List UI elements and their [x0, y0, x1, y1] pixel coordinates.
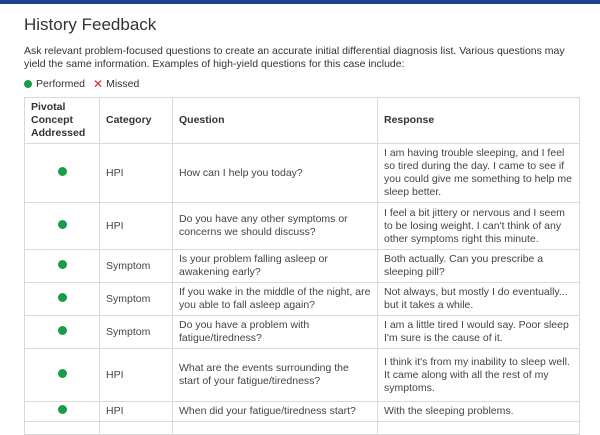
header-response: Response: [378, 98, 580, 144]
category-cell: [100, 422, 173, 435]
response-cell: I am a little tired I would say. Poor sleep I'm sure is the cause of it.: [378, 316, 580, 349]
question-cell: How can I help you today?: [173, 144, 378, 203]
legend-performed-label: Performed: [36, 78, 86, 90]
response-cell: With the sleeping problems.: [378, 402, 580, 422]
table-row: [25, 316, 580, 349]
table-row-partial: [25, 422, 580, 435]
table-row: [25, 349, 580, 402]
pivot-cell: [25, 250, 100, 283]
category-cell: Symptom: [100, 250, 173, 283]
performed-dot-icon: [58, 220, 67, 229]
pivot-cell: [25, 349, 100, 402]
intro-text: Ask relevant problem-focused questions to create an accurate initial differential diagnosis list. Various questions may yield the same information. Examples of high-yield questions for this case include:: [24, 45, 565, 70]
question-cell: Is your problem falling asleep or awakening early?: [173, 250, 378, 283]
table-row: [25, 283, 580, 316]
performed-dot-icon: [58, 293, 67, 302]
pivot-cell: [25, 316, 100, 349]
response-cell: [378, 422, 580, 435]
legend-missed-label: Missed: [106, 78, 140, 90]
performed-dot-icon: [58, 326, 67, 335]
table-row: [25, 250, 580, 283]
page-title: History Feedback: [24, 15, 157, 34]
table-header-row: [25, 98, 580, 144]
header-category: Category: [100, 98, 173, 144]
performed-dot-icon: [58, 167, 67, 176]
table-row: [25, 144, 580, 203]
performed-dot-icon: [58, 369, 67, 378]
pivot-cell: [25, 283, 100, 316]
question-cell: What are the events surrounding the start of your fatigue/tiredness?: [173, 349, 378, 402]
category-cell: HPI: [100, 349, 173, 402]
category-cell: Symptom: [100, 316, 173, 349]
response-cell: I think it's from my inability to sleep well. It came along with all the rest of my symptoms.: [378, 349, 580, 402]
missed-x-icon: ✕: [93, 77, 104, 91]
history-feedback-table: [24, 97, 580, 435]
performed-dot-icon: [58, 405, 67, 414]
category-cell: HPI: [100, 203, 173, 250]
table-row: [25, 402, 580, 422]
category-cell: Symptom: [100, 283, 173, 316]
response-cell: I am having trouble sleeping, and I feel so tired during the day. I came to see if you could give me something to help me sleep better.: [378, 144, 580, 203]
pivot-cell: [25, 144, 100, 203]
question-cell: Do you have a problem with fatigue/tiredness?: [173, 316, 378, 349]
question-cell: Do you have any other symptoms or concerns we should discuss?: [173, 203, 378, 250]
response-cell: Both actually. Can you prescribe a sleeping pill?: [378, 250, 580, 283]
response-cell: I feel a bit jittery or nervous and I seem to be losing weight. I can't think of any other symptoms right this minute.: [378, 203, 580, 250]
category-cell: HPI: [100, 402, 173, 422]
performed-dot-icon: [24, 80, 32, 88]
legend: [24, 77, 139, 91]
header-pivot: Pivotal Concept Addressed: [25, 98, 100, 144]
pivot-cell: [25, 402, 100, 422]
question-cell: When did your fatigue/tiredness start?: [173, 402, 378, 422]
pivot-cell: [25, 203, 100, 250]
performed-dot-icon: [58, 260, 67, 269]
category-cell: HPI: [100, 144, 173, 203]
header-question: Question: [173, 98, 378, 144]
top-accent-bar: [0, 0, 600, 4]
question-cell: If you wake in the middle of the night, are you able to fall asleep again?: [173, 283, 378, 316]
table-row: [25, 203, 580, 250]
response-cell: Not always, but mostly I do eventually... but it takes a while.: [378, 283, 580, 316]
question-cell: [173, 422, 378, 435]
pivot-cell: [25, 422, 100, 435]
